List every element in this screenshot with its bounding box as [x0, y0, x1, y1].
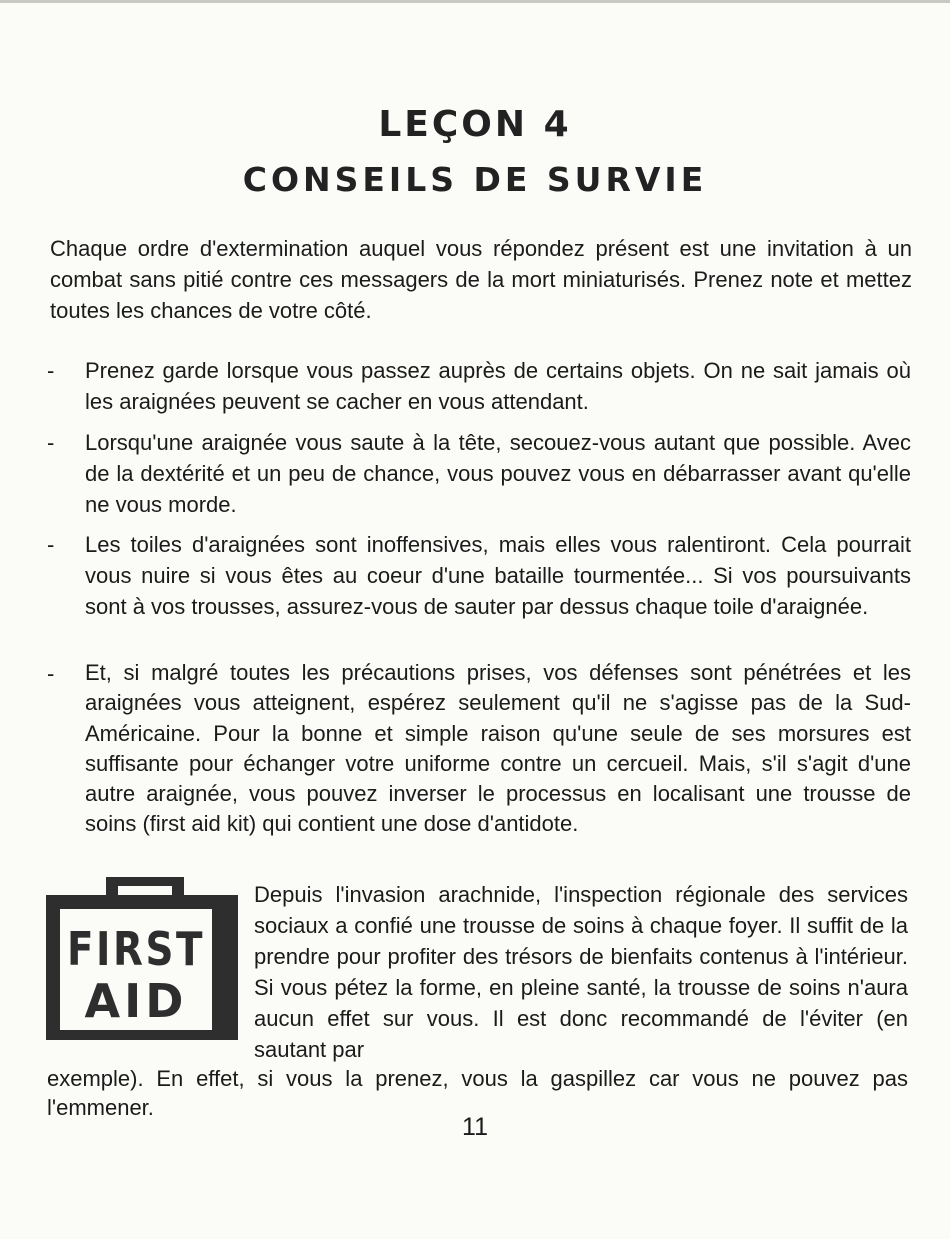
tip-hiding-spiders: Prenez garde lorsque vous passez auprès de certains objets. On ne sait jamais où les araignées peuvent se cacher en vous attendant.: [85, 358, 911, 414]
first-aid-paragraph-continued: exemple). En effet, si vous la prenez, vous la gaspillez car vous ne pouvez pas l'emmener.: [47, 1066, 908, 1120]
bullet-dash: -: [47, 358, 55, 383]
bullet-dash: -: [47, 661, 55, 686]
intro-paragraph: Chaque ordre d'extermination auquel vous répondez présent est une invitation à un combat sans pitié contre ces messagers de la mort miniaturisés. Prenez note et mettez toutes les chances de votre côté.: [50, 236, 912, 323]
first-aid-label-line2: AID: [84, 974, 188, 1028]
bullet-dash: -: [47, 430, 55, 455]
lesson-title: LEÇON 4: [378, 104, 572, 145]
first-aid-paragraph: Depuis l'invasion arachnide, l'inspection régionale des services sociaux a confié une trousse de soins à chaque foyer. Il suffit de la prendre pour profiter des trésors de bienfaits contenus à l'intérieur. Si vous pétez la forme, en pleine santé, la trousse de soins n'aura aucun effet sur vous. Il est donc recommandé de l'éviter (en sautant par: [254, 882, 908, 1062]
first-aid-label-line1: FIRST: [67, 922, 205, 976]
tip-antidote: Et, si malgré toutes les précautions prises, vos défenses sont pénétrées et les araignées vous atteignent, espérez seulement qu'il ne s'agisse pas de la Sud-Américaine. Pour la bonne et simple raison qu'une seule de ses morsures est suffisante pour échanger votre uniforme contre un cercueil. Mais, s'il s'agit d'une autre araignée, vous pouvez inverser le processus en localisant une trousse de soins (first aid kit) qui contient une dose d'antidote.: [85, 660, 911, 837]
lesson-subtitle: CONSEILS DE SURVIE: [242, 160, 708, 199]
bullet-dash: -: [47, 532, 55, 557]
first-aid-kit-icon: [46, 877, 238, 1040]
page-number: 11: [462, 1113, 488, 1141]
tip-shake-off: Lorsqu'une araignée vous saute à la tête, secouez-vous autant que possible. Avec de la dextérité et un peu de chance, vous pouvez vous en débarrasser avant qu'elle ne vous morde.: [85, 430, 911, 517]
tip-spider-webs: Les toiles d'araignées sont inoffensives, mais elles vous ralentiront. Cela pourrait vous nuire si vous êtes au coeur d'une bataille tourmentée... Si vos poursuivants sont à vos trousses, assurez-vous de sauter par dessus chaque toile d'araignée.: [85, 532, 911, 619]
